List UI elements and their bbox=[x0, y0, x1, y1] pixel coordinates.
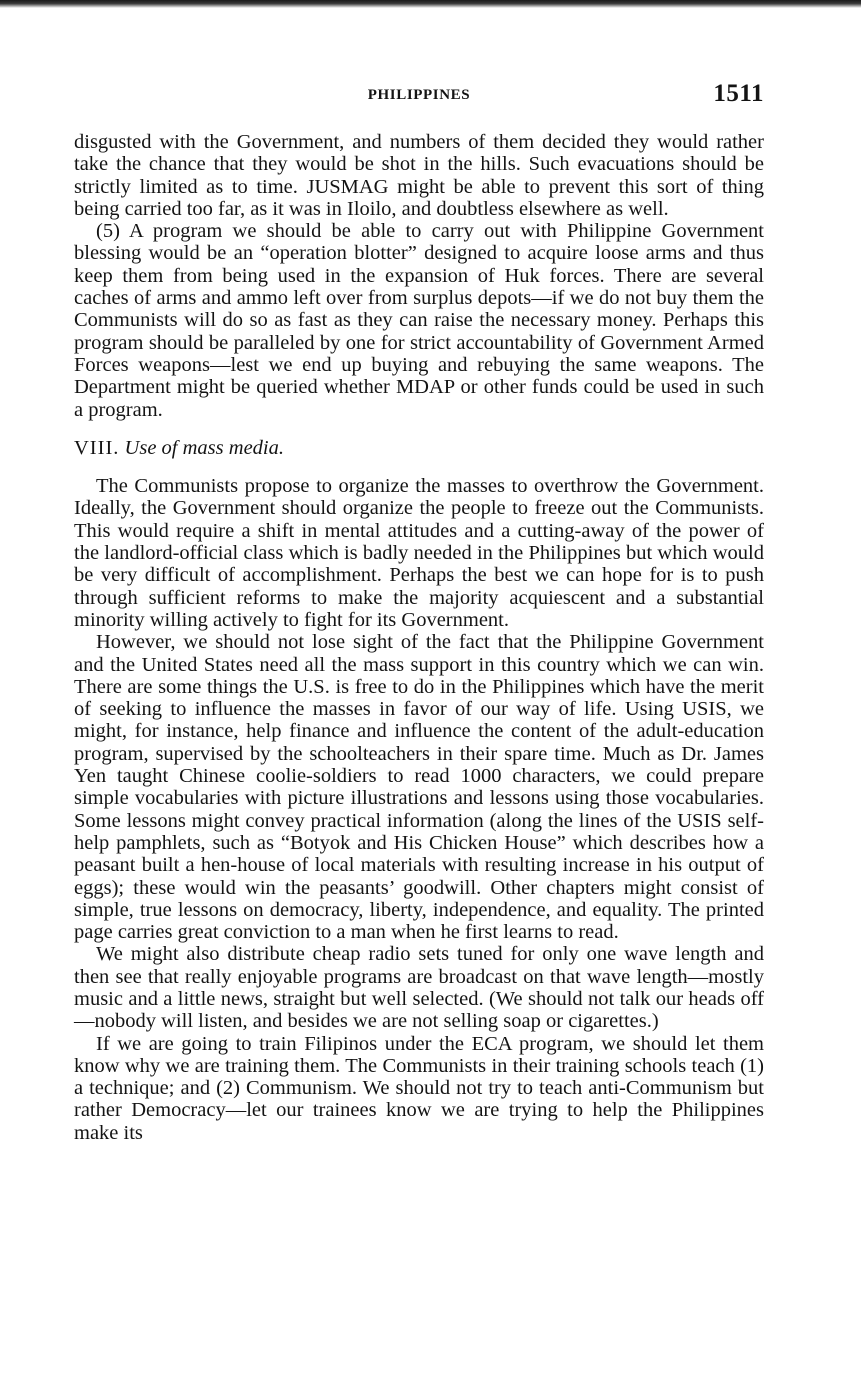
paragraph-radio-sets: We might also distribute cheap radio sets tuned for only one wave length and then see that really enjoyable programs are broadcast on that wave length—mostly music and a little news, straight but well selected. (We should not talk our heads off—nobody will listen, and besides we are not selling soap or cigarettes.) bbox=[74, 943, 764, 1033]
section-title: Use of mass media. bbox=[124, 436, 284, 459]
paragraph-operation-blotter: (5) A program we should be able to carry out with Philippine Government blessing would be an “operation blotter” designed to acquire loose arms and thus keep them from being used in the expansion of Huk forces. There are several caches of arms and ammo left over from surplus depots—if we do not buy them the Communists will do so as fast as they can raise the necessary money. Perhaps this program should be paralleled by one for strict accountability of Government Armed Forces weapons—lest we end up buying and rebuying the same weapons. The Department might be queried whether MDAP or other funds could be used in such a program. bbox=[74, 220, 764, 421]
text-column bbox=[74, 131, 764, 1144]
section-number: VIII. bbox=[74, 436, 120, 459]
scan-edge bbox=[0, 0, 861, 8]
paragraph-eca-training: If we are going to train Filipinos under the ECA program, we should let them know why we are training them. The Communists in their training schools teach (1) a technique; and (2) Communism. We should not try to teach anti-Communism but rather Democracy—let our trainees know we are trying to help the Philippines make its bbox=[74, 1032, 764, 1144]
page-number: 1511 bbox=[713, 80, 764, 107]
running-head bbox=[74, 80, 764, 114]
paragraph-communists-propose: The Communists propose to organize the masses to overthrow the Government. Ideally, the Government should organize the people to freeze out the Communists. This would require a shift in mental attitudes and a cutting-away of the power of the landlord-official class which is badly needed in the Philippines but which would be very difficult of accomplishment. Perhaps the best we can hope for is to push through sufficient reforms to make the majority acquiescent and a substantial minority willing actively to fight for its Government. bbox=[74, 475, 764, 631]
paragraph-mass-support: However, we should not lose sight of the fact that the Philippine Government and the United States need all the mass support in this country which we can win. There are some things the U.S. is free to do in the Philippines which have the merit of seeking to influence the masses in favor of our way of life. Using USIS, we might, for instance, help finance and influence the content of the adult-education program, supervised by the schoolteachers in their spare time. Much as Dr. James Yen taught Chinese coolie-soldiers to read 1000 characters, we could prepare simple vocabularies with picture illustrations and lessons using those vocabularies. Some lessons might convey practical information (along the lines of the USIS self-help pamphlets, such as “Botyok and His Chicken House” which describes how a peasant built a hen-house of local materials with resulting increase in his output of eggs); these would win the peasants’ goodwill. Other chapters might consist of simple, true lessons on democracy, liberty, independence, and equality. The printed page carries great conviction to a man when he first learns to read. bbox=[74, 631, 764, 944]
running-title: PHILIPPINES bbox=[367, 87, 471, 103]
section-heading bbox=[74, 437, 764, 459]
paragraph-continued: disgusted with the Government, and numbers of them decided they would rather take the chance that they would be shot in the hills. Such evacuations should be strictly limited as to time. JUSMAG might be able to prevent this sort of thing being carried too far, as it was in Iloilo, and doubtless elsewhere as well. bbox=[74, 131, 764, 220]
